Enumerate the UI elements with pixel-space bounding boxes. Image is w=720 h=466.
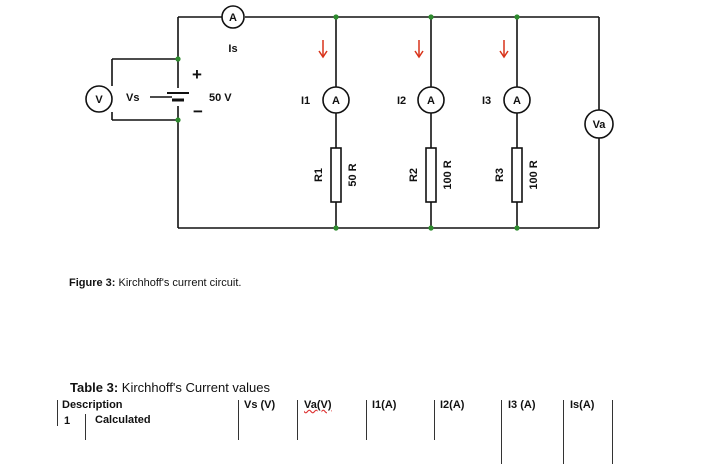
- resistor-r2-icon: [426, 148, 436, 202]
- supply-ammeter-label: A: [229, 12, 237, 24]
- header-i3: I3 (A): [508, 399, 536, 411]
- row-description: Calculated: [95, 414, 151, 426]
- header-i1: I1(A): [372, 399, 397, 411]
- i1-label: I1: [301, 95, 311, 107]
- table-border: [57, 400, 58, 426]
- table-border: [501, 400, 502, 464]
- table-title: [70, 380, 270, 395]
- plus-sign: +: [192, 65, 202, 84]
- junction-node: [428, 225, 433, 230]
- junction-node: [514, 14, 519, 19]
- table-border: [297, 400, 298, 440]
- header-i2: I2(A): [440, 399, 465, 411]
- header-description: Description: [62, 399, 123, 411]
- figure-label: Figure 3:: [69, 277, 116, 289]
- r1-value-label: 50 R: [347, 163, 359, 187]
- header-is: Is(A): [570, 399, 595, 411]
- r1-name-label: R1: [313, 167, 325, 183]
- table-border: [434, 400, 435, 440]
- header-va: Va(V): [304, 399, 332, 411]
- source-value-label: 50 V: [209, 92, 232, 104]
- junction-node: [175, 117, 180, 122]
- ammeter-i3-label: A: [513, 95, 521, 107]
- junction-node: [428, 14, 433, 19]
- minus-sign: −: [193, 102, 203, 121]
- junction-node: [333, 14, 338, 19]
- supply-current-label: Is: [228, 43, 238, 55]
- row-number: 1: [64, 415, 71, 427]
- table-border: [85, 414, 86, 440]
- resistor-r3-icon: [512, 148, 522, 202]
- table-title-text: Kirchhoff's Current values: [121, 380, 270, 395]
- r3-value-label: 100 R: [528, 160, 540, 190]
- current-arrow-i3-icon: [500, 40, 508, 57]
- ammeter-i2-label: A: [427, 95, 435, 107]
- table-label: Table 3:: [70, 380, 119, 395]
- voltmeter-va-label: Va: [592, 119, 606, 131]
- resistor-r1-icon: [331, 148, 341, 202]
- figure-caption-text: Kirchhoff's current circuit.: [118, 277, 242, 289]
- junction-node: [333, 225, 338, 230]
- r2-name-label: R2: [408, 167, 420, 183]
- table-border: [366, 400, 367, 440]
- voltmeter-left-label: V: [95, 94, 103, 106]
- table-border: [612, 400, 613, 464]
- ammeter-i1-label: A: [332, 95, 340, 107]
- r2-value-label: 100 R: [442, 160, 454, 190]
- r3-name-label: R3: [494, 167, 506, 183]
- figure-caption: [69, 277, 241, 289]
- header-vs: Vs (V): [244, 399, 276, 411]
- junction-node: [175, 56, 180, 61]
- junction-node: [514, 225, 519, 230]
- table-border: [238, 400, 239, 440]
- current-arrow-i2-icon: [415, 40, 423, 57]
- source-name-label: Vs: [126, 92, 140, 104]
- current-arrow-i1-icon: [319, 40, 327, 57]
- i2-label: I2: [397, 95, 407, 107]
- table-border: [563, 400, 564, 464]
- i3-label: I3: [482, 95, 492, 107]
